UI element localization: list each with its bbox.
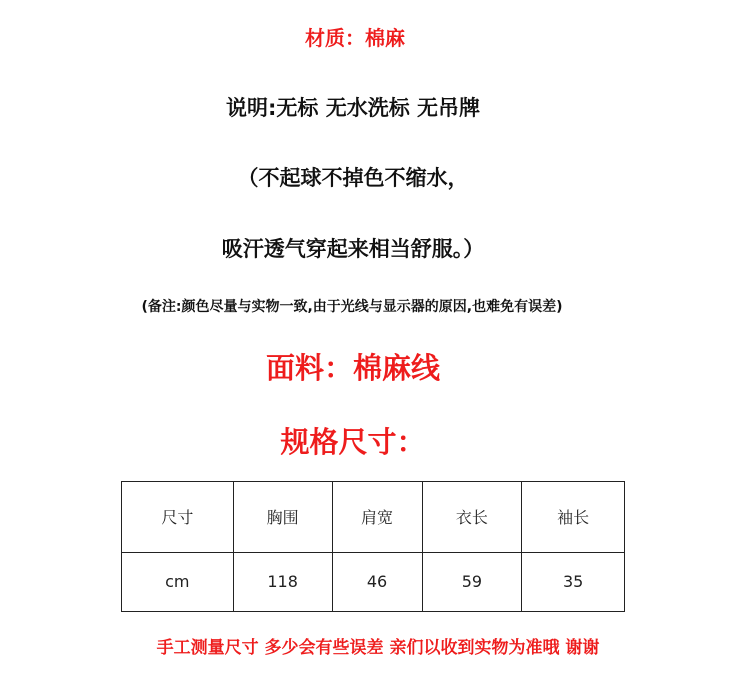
header-cell-size: 尺寸 <box>122 482 234 553</box>
note-line: (备注:颜色尽量与实物一致,由于光线与显示器的原因,也难免有误差) <box>141 299 563 315</box>
feature-line-1: （不起球不掉色不缩水， <box>237 166 469 190</box>
spec-heading: 规格尺寸： <box>280 425 426 459</box>
cell-sleeve-value: 35 <box>522 552 625 611</box>
material-line: 材质：棉麻 <box>305 26 405 50</box>
footer-note: 手工测量尺寸 多少会有些误差 亲们以收到实物为准哦 谢谢 <box>156 638 600 658</box>
description-line: 说明:无标 无水洗标 无吊牌 <box>225 96 481 120</box>
header-cell-chest: 胸围 <box>233 482 332 553</box>
header-cell-shoulder: 肩宽 <box>332 482 422 553</box>
table-row <box>122 552 625 611</box>
cell-length-value: 59 <box>422 552 522 611</box>
cell-chest-value: 118 <box>233 552 332 611</box>
table-header-row <box>122 482 625 553</box>
header-cell-sleeve: 袖长 <box>522 482 625 553</box>
cell-unit: cm <box>122 552 234 611</box>
cell-shoulder-value: 46 <box>332 552 422 611</box>
feature-line-2: 吸汗透气穿起来相当舒服。） <box>221 237 485 261</box>
header-cell-length: 衣长 <box>422 482 522 553</box>
size-table <box>121 481 625 612</box>
fabric-heading: 面料：棉麻线 <box>265 351 440 385</box>
